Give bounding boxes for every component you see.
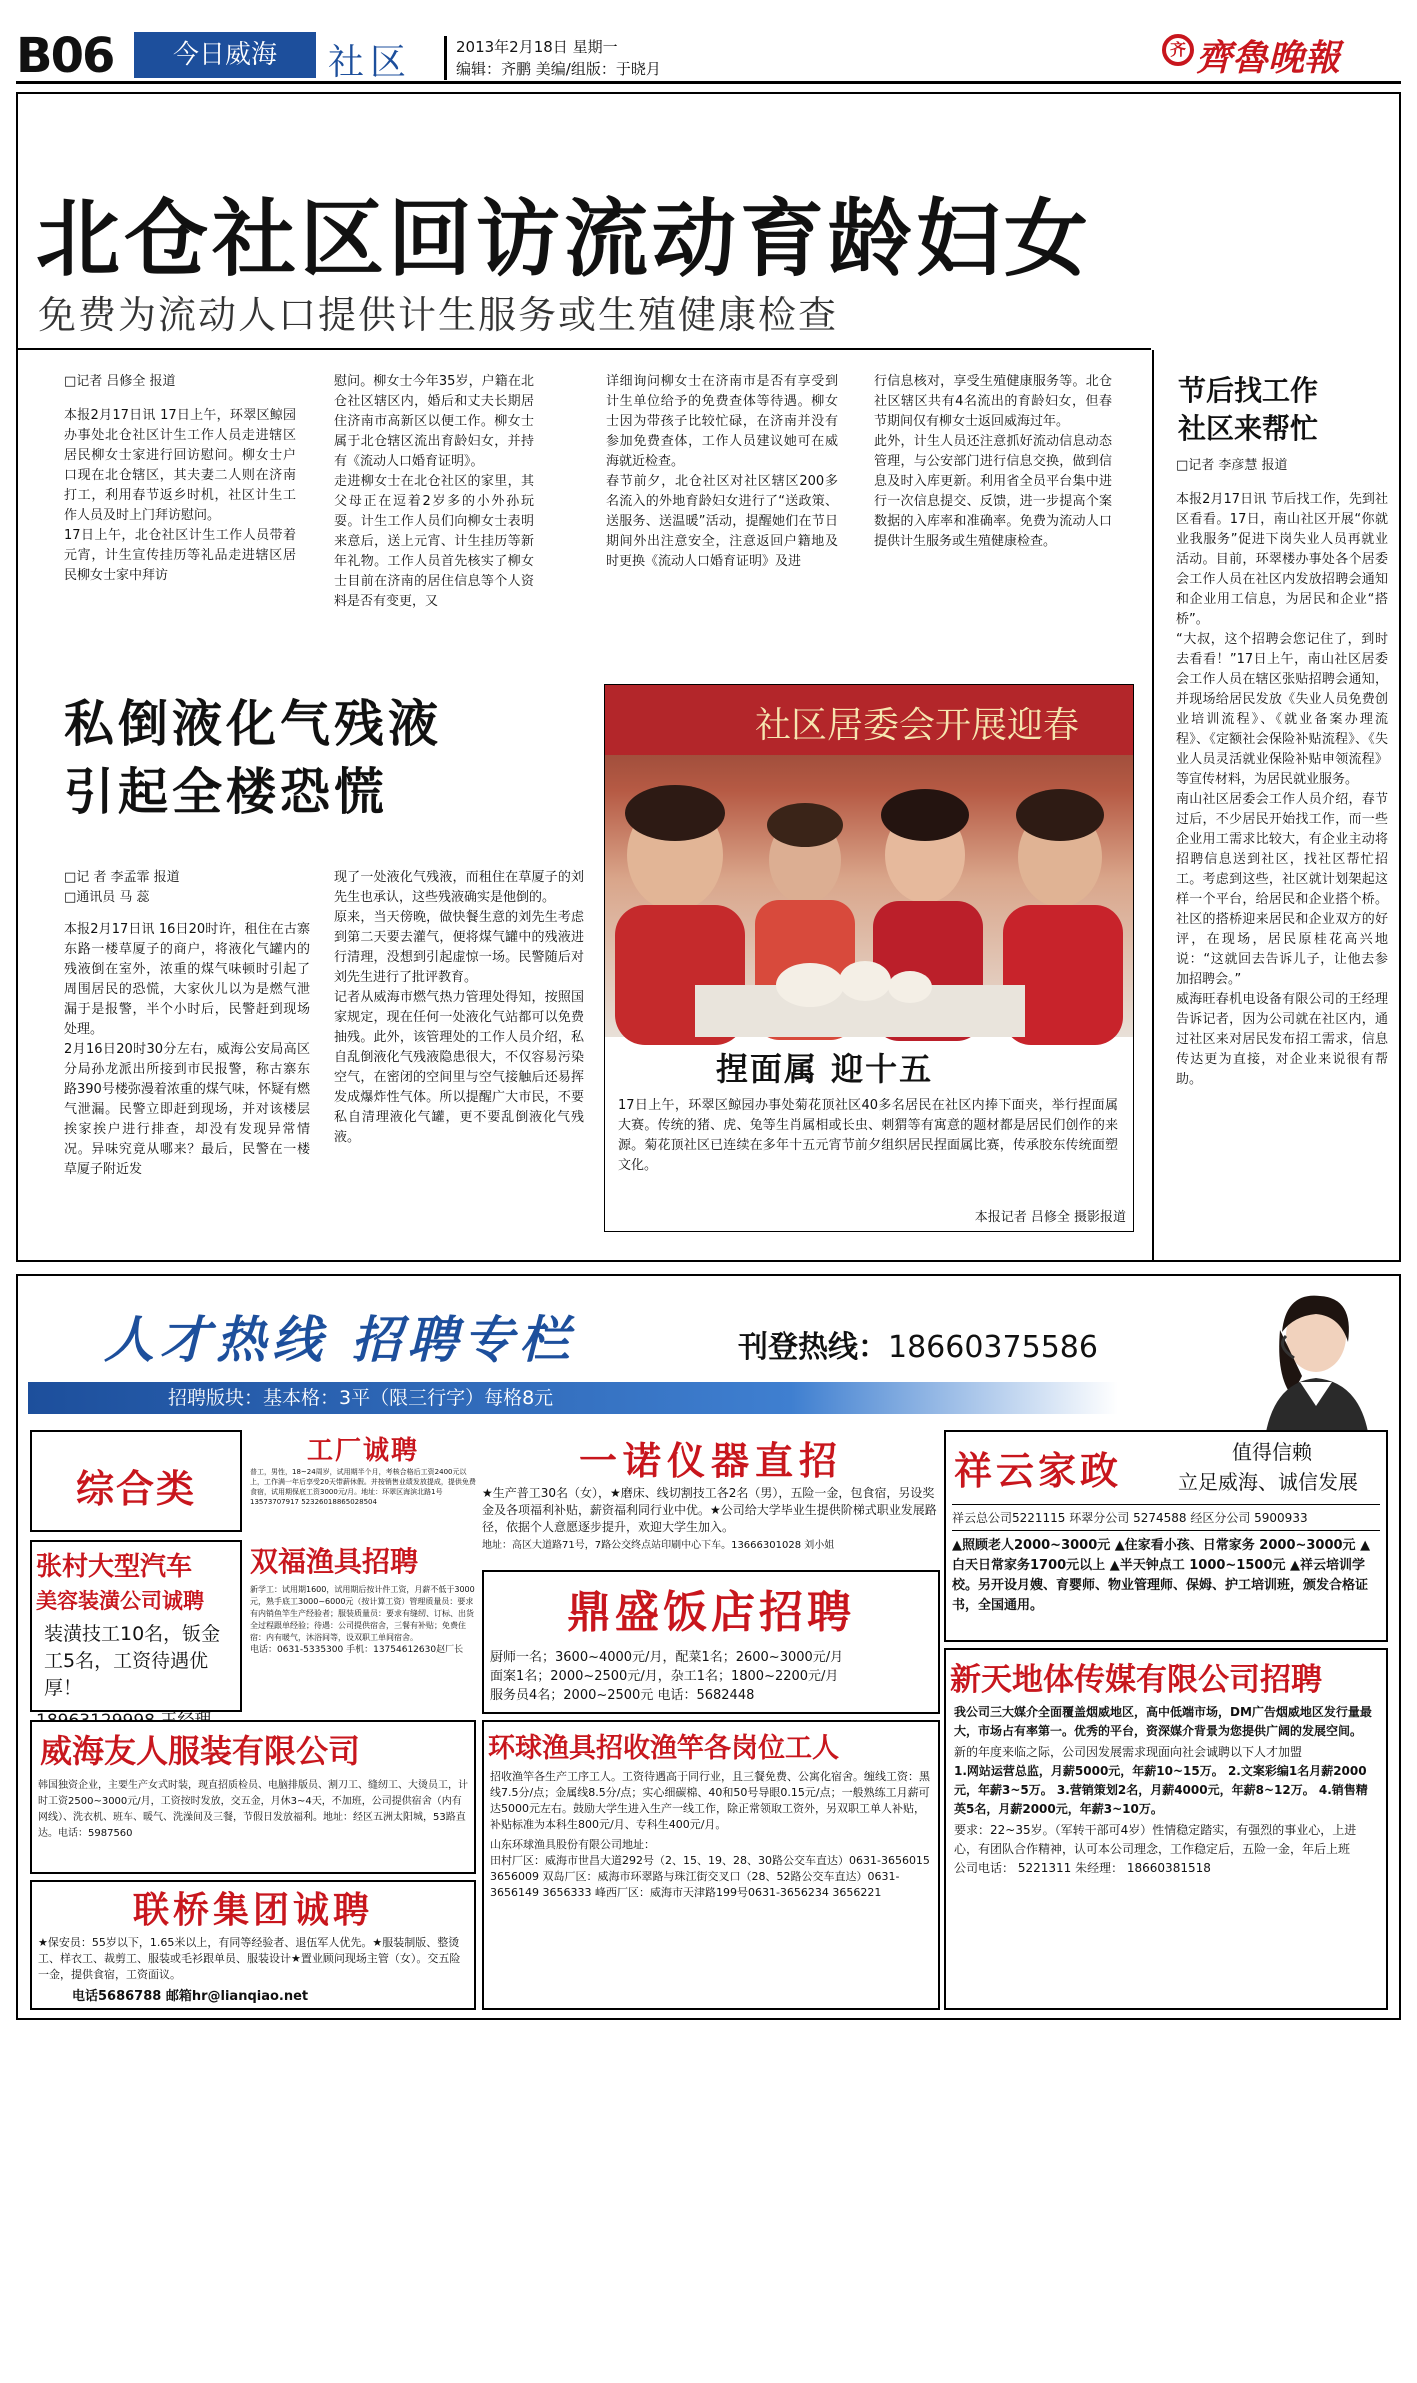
ad-yinuo-title: 一诺仪器直招 bbox=[578, 1439, 843, 1483]
dough-figure-2 bbox=[839, 961, 891, 1001]
ad-youren-title: 威海友人服装有限公司 bbox=[40, 1732, 361, 1770]
masthead-logo-icon: 齐 bbox=[1162, 34, 1194, 66]
ad-xintiandi-title: 新天地体传媒有限公司招聘 bbox=[950, 1662, 1322, 1698]
story1-byline: □记者 吕修全 报道 bbox=[64, 374, 176, 389]
photo-illustration bbox=[605, 685, 1133, 1037]
ad-yinuo-address: 地址：高区大道路71号，7路公交终点站印刷中心下车。13666301028 刘小姐 bbox=[482, 1540, 835, 1551]
story3-headline bbox=[1178, 372, 1318, 448]
photo-caption-title: 捏面属 迎十五 bbox=[716, 1050, 934, 1088]
ad-dingsheng-line1: 厨师一名；3600~4000元/月，配菜1名；2600~3000元/月 bbox=[490, 1650, 844, 1665]
ad-huanqiu-title: 环球渔具招收渔竿各岗位工人 bbox=[488, 1733, 839, 1764]
ad-youren bbox=[30, 1720, 476, 1874]
story3-text: 本报2月17日讯 节后找工作，先到社区看看。17日，南山社区开展“你就业我服务”促进下岗失业人员再就业活动。目前，环翠楼办事处各个居委会工作人员在社区内发放招聘会通知和企业用工信息，为居民和企业“搭桥”。 “大叔，这个招聘会您记住了，到时去看看！”17日上午，南山社区居委会工作人员在辖区张贴招聘会通知，并现场给居民发放《失业人员免费创业培训流程》、《就业备案办理流程》、《定额社会保险补贴流程》、《失业人员灵活就业保险补贴申领流程》等宣传材料，为居民就业服务。 南山社区居委会工作人员介绍，春节过后，不少居民开始找工作，而一些企业用工需求比较大，有企业主动将招聘信息送到社区，找社区帮忙招工。考虑到这些，社区就计划架起这样一个平台，给居民和企业搭个桥。社区的搭桥迎来居民和企业双方的好评，在现场，居民原桂花高兴地说：“这就回去告诉儿子，让他去参加招聘会。” 威海旺春机电设备有限公司的王经理告诉记者，因为公司就在社区内，通过社区来对居民发布招工需求，信息传达更为直接，对企业来说很有帮助。 bbox=[1176, 492, 1388, 1087]
story2-headline-line2: 引起全楼恐慌 bbox=[64, 763, 388, 821]
person-4-hair bbox=[1016, 789, 1104, 841]
ad-gongchang bbox=[250, 1430, 476, 1532]
ad-shuangfu bbox=[250, 1540, 476, 1712]
ads-hotline bbox=[738, 1322, 1098, 1366]
ads-rate-bar: 招聘版块：基本格：3平（限三行字）每格8元 bbox=[28, 1382, 1118, 1414]
ad-dingsheng-line2: 面案1名；2000~2500元/月，杂工1名；1800~2200元/月 bbox=[490, 1669, 839, 1684]
story1-text4: 行信息核对，享受生殖健康服务等。北仓社区辖区共有4名流出的育龄妇女，但春节期间仅有柳女士返回威海过年。 此外，计生人员还注意抓好流动信息动态管理，与公安部门进行信息交换，做到信息及时入库更新。利用省全员平台集中进行一次信息提交、反馈，进一步提高个案数据的入库率和准确率。免费为流动人口提供计生服务或生殖健康检查。 bbox=[874, 374, 1112, 549]
ad-lianqiao bbox=[30, 1880, 476, 2010]
person-2-hair bbox=[767, 803, 843, 847]
ads-title: 人才热线 招聘专栏 bbox=[104, 1311, 576, 1369]
ad-huanqiu-addresses: 田村厂区：威海市世昌大道292号（2、15、19、28、30路公交车直达）0631-3656015 3656009 双岛厂区：威海市环翠路与珠江街交叉口（28、52路公交车直达）0631-3656149 3656333 峰西厂区：威海市天津路199号0631-3656234 3656221 bbox=[490, 1854, 930, 1899]
ad-lianqiao-contact: 电话5686788 邮箱hr@lianqiao.net bbox=[72, 1989, 309, 2004]
story1-text1: 本报2月17日讯 17日上午，环翠区鲸园办事处北仓社区计生工作人员走进辖区居民柳女士家进行回访慰问。柳女士户口现在北仓辖区，其夫妻二人则在济南打工，利用春节返乡时机，社区计生工作人员及时上门拜访慰问。 17日上午，北仓社区计生工作人员带着元宵，计生宣传挂历等礼品走进辖区居民柳女士家中拜访 bbox=[64, 408, 296, 583]
person-1-hair bbox=[625, 785, 725, 841]
ad-shuangfu-title: 双福渔具招聘 bbox=[250, 1545, 419, 1578]
ad-gongchang-text: 普工，男性，18~24周岁，试用期半个月，考核合格后工资2400元以上，工作满一年后享受20天带薪休假。并按销售业绩发放提成，提供免费食宿，试用期保底工资3000元/月。地址：环翠区海滨北路1号13573707917 52326018865028504 bbox=[250, 1468, 476, 1506]
story2-text2: 现了一处液化气残液，而租住在草厦子的刘先生也承认，这些残液确实是他倒的。 原来，当天傍晚，做快餐生意的刘先生考虑到第二天要去灌气，便将煤气罐中的残液进行清理，没想到引起虚惊一场。民警随后对刘先生进行了批评教育。 记者从威海市燃气热力管理处得知，按照国家规定，现在任何一处液化气站都可以免费抽残。此外，该管理处的工作人员介绍，私自乱倒液化气残液隐患很大，不仅容易污染空气，在密闭的空间里与空气接触后还易挥发成爆炸性气体。所以提醒广大市民，不要私自清理液化气罐，更不要乱倒液化气残液。 bbox=[334, 870, 584, 1145]
story3-headline-line1: 节后找工作 bbox=[1178, 374, 1319, 407]
dateline bbox=[456, 36, 661, 80]
ads-hotline-number: 18660375586 bbox=[888, 1330, 1098, 1365]
ad-xiangyun bbox=[944, 1430, 1388, 1642]
ads-hotline-label: 刊登热线： bbox=[738, 1330, 888, 1365]
ad-zhangcun bbox=[30, 1540, 242, 1712]
ad-dingsheng-title: 鼎盛饭店招聘 bbox=[567, 1587, 855, 1638]
ad-zhangcun-title1: 张村大型汽车 bbox=[36, 1552, 193, 1582]
ad-shuangfu-text: 新学工：试用期1600，试用期后按计件工资，月薪不低于3000元，熟手底工3000~6000元（按计算工资）管理质量员：要求有内销鱼竿生产经验者；服装质量员：要求有缝纫、订标、出货全过程跟单经验；待遇：公司提供宿舍，三餐有补贴；免费住宿：内有暖气，沐浴间等，设双职工单间宿舍。 bbox=[250, 1585, 475, 1642]
ad-huanqiu-company: 山东环球渔具股份有限公司地址： bbox=[490, 1838, 655, 1851]
ad-lianqiao-text: ★保安员：55岁以下，1.65米以上，有同等经验者、退伍军人优先。★服装制版、整烫工、样衣工、裁剪工、服装或毛衫跟单员、服装设计★置业顾问现场主管（女）。交五险一金，提供食宿，工资面议。 bbox=[38, 1936, 461, 1981]
story1-subhead: 免费为流动人口提供计生服务或生殖健康检查 bbox=[38, 293, 839, 337]
ad-xintiandi bbox=[944, 1648, 1388, 2010]
dough-figure-1 bbox=[776, 963, 844, 1007]
ad-xiangyun-slogan1: 值得信赖 bbox=[1232, 1440, 1312, 1464]
ad-xiangyun-branches: 祥云总公司5221115 环翠分公司 5274588 经区分公司 5900933 bbox=[952, 1504, 1380, 1531]
ad-zhangcun-title2: 美容装潢公司诚聘 bbox=[36, 1589, 204, 1613]
story2-col2 bbox=[334, 868, 584, 1246]
section-tag: 今日威海 bbox=[134, 32, 316, 78]
ad-xiangyun-text: ▲照顾老人2000~3000元 ▲住家看小孩、日常家务 2000~3000元 ▲白天日常家务1700元以上 ▲半天钟点工 1000~1500元 ▲祥云培训学校。另开设月嫂、育婴师、物业管理师、保姆、护工培训班，颁发合格证书，全国通用。 bbox=[952, 1538, 1371, 1613]
story2-text1: 本报2月17日讯 16日20时许，租住在古寨东路一楼草厦子的商户，将液化气罐内的残液倒在室外，浓重的煤气味顿时引起了周围居民的恐慌，大家伙儿以为是燃气泄漏于是报警，半个小时后，民警赶到现场处理。 2月16日20时30分左右，威海公安局高区分局孙龙派出所接到市民报警，称古寨东路390号楼弥漫着浓重的煤气味，怀疑有燃气泄漏。民警立即赶到现场，并对该楼层挨家挨户进行排查，却没有发现异常情况。异味究竟从哪来？最后，民警在一楼草厦子附近发 bbox=[64, 922, 310, 1177]
photo-banner-text: 社区居委会开展迎春 bbox=[755, 705, 1080, 746]
masthead: 齊魯晚報 bbox=[1196, 37, 1341, 79]
story2-headline bbox=[64, 690, 442, 826]
page-header bbox=[16, 22, 1401, 84]
photo-credit-box bbox=[866, 1208, 1126, 1230]
ad-zhangcun-text: 装潢技工10名，钣金工5名，工资待遇优厚！ bbox=[44, 1623, 221, 1699]
ad-xintiandi-text: 新的年度来临之际，公司因发展需求现面向社会诚聘以下人才加盟 bbox=[954, 1745, 1303, 1759]
issue-date: 2013年2月18日 星期一 bbox=[456, 38, 618, 56]
photo-caption-box bbox=[618, 1096, 1118, 1206]
story2-byline1: □记 者 李孟霏 报道 bbox=[64, 870, 180, 885]
page-number: B06 bbox=[16, 28, 114, 84]
category-title: 综合类 bbox=[75, 1467, 196, 1511]
person-3-hair bbox=[881, 789, 969, 841]
ad-huanqiu-text: 招收渔竿各生产工序工人。工资待遇高于同行业，且三餐免费、公寓化宿舍。缠线工资：黑线7.5分/点；金属线8.5分/点；实心细碳棉、40和50号导眼0.15元/点；一般熟练工月薪可达5000元左右。鼓励大学生进入生产一线工作，除正常领取工资外，另双职工单人补贴，补贴标准为本科生800元/月、专科生400元/月。 bbox=[490, 1770, 930, 1831]
story2-headline-line1: 私倒液化气残液 bbox=[64, 695, 442, 753]
story1-text2: 慰问。柳女士今年35岁，户籍在北仓社区辖区内，婚后和丈夫长期居住济南市高新区以便工作。柳女士属于北仓辖区流出育龄妇女，并持有《流动人口婚育证明》。 走进柳女士在北仓社区的家里，其父母正在逗着2岁多的小外孙玩耍。计生工作人员们向柳女士表明来意后，送上元宵、计生挂历等新年礼物。工作人员首先核实了柳女士目前在济南的居住信息等个人资料是否有变更，又 bbox=[334, 374, 534, 609]
ad-xintiandi-jobs: 1.网站运营总监，月薪5000元，年薪10~15万。 2.文案彩编1名月薪2000元，年薪3~5万。 3.营销策划2名，月薪4000元，年薪8~12万。 4.销售精英5名，月薪2000元，年薪3~10万。 bbox=[954, 1764, 1368, 1816]
ad-dingsheng-line3: 服务员4名；2000~2500元 电话：5682448 bbox=[490, 1688, 755, 1703]
photo-image bbox=[605, 685, 1133, 1037]
photo-caption: 17日上午，环翠区鲸园办事处菊花顶社区40多名居民在社区内捧下面夹，举行捏面属大赛。传统的猪、虎、兔等生肖属相或长虫、刺猬等有寓意的题材都是居民们创作的来源。菊花顶社区已连续在多年十五元宵节前夕组织居民捏面属比赛，传承胶东传统面塑文化。 bbox=[618, 1098, 1118, 1173]
story2-byline2: □通讯员 马 蕊 bbox=[64, 890, 150, 905]
ad-xintiandi-intro: 我公司三大媒介全面覆盖烟威地区，高中低端市场，DM广告烟威地区发行量最大，市场占有率第一。优秀的平台，资深媒介背景为您提供广阔的发展空间。 bbox=[954, 1705, 1372, 1738]
story1-col3 bbox=[606, 372, 838, 672]
story1-col1 bbox=[64, 372, 296, 672]
ad-dingsheng bbox=[482, 1570, 940, 1714]
ad-huanqiu bbox=[482, 1720, 940, 2010]
ad-shuangfu-phone: 电话：0631-5335300 手机：13754612630赵厂长 bbox=[250, 1645, 464, 1655]
ad-xintiandi-req: 要求：22~35岁。（军转干部可4岁）性情稳定踏实，有强烈的事业心，上进心，有团队合作精神，认可本公司理念，工作稳定后，五险一金，年后上班 bbox=[954, 1823, 1357, 1856]
photo-credit: 本报记者 吕修全 摄影报道 bbox=[974, 1210, 1126, 1225]
ad-xiangyun-title: 祥云家政 bbox=[954, 1449, 1123, 1493]
story1-col4 bbox=[874, 372, 1112, 672]
ad-yinuo-text: ★生产普工30名（女），★磨床、线切割技工各2名（男），五险一金，包食宿，另设奖金及各项福利补贴，薪资福利同行业中优。★公司给大学毕业生提供阶梯式职业发展路径，依据个人意愿逐步提升，欢迎大学生加入。 bbox=[482, 1486, 937, 1534]
story3-body bbox=[1176, 456, 1388, 1246]
ad-yinuo bbox=[482, 1430, 940, 1564]
story3-byline: □记者 李彦慧 报道 bbox=[1176, 458, 1288, 473]
ad-xintiandi-phone: 公司电话： 5221311 朱经理： 18660381518 bbox=[954, 1861, 1211, 1875]
story1-col2 bbox=[334, 372, 534, 672]
story1-headline: 北仓社区回访流动育龄妇女 bbox=[36, 190, 1093, 288]
ad-gongchang-title: 工厂诚聘 bbox=[306, 1436, 419, 1466]
story1-rule bbox=[16, 348, 1151, 350]
operator-illustration bbox=[1236, 1286, 1386, 1432]
ad-youren-text: 韩国独资企业，主要生产女式时装，现直招质检员、电脑排版员、割刀工、缝纫工、大烫员工，计时工资2500~3000元/月，工资按时发放，交五金，月休3~4天，不加班，公司提供宿舍（内有网线）、洗衣机、班车、暖气、洗澡间及三餐，节假日发放福利。地址：经区五洲太阳城，53路直达。电话：5987560 bbox=[38, 1780, 468, 1839]
story2-col1 bbox=[64, 868, 310, 1246]
editors: 编辑：齐鹏 美编/组版：于晓月 bbox=[456, 60, 661, 78]
story1-text3: 详细询问柳女士在济南市是否有享受到计生单位给予的免费查体等待遇。柳女士因为带孩子比较忙碌，在济南并没有参加免费查体，工作人员建议她可在威海就近检查。 春节前夕，北仓社区对社区辖区200多名流入的外地育龄妇女进行了“送政策、送服务、送温暖”活动，提醒她们在节日期间外出注意安全，注意返回户籍地及时更换《流动人口婚育证明》及进 bbox=[606, 374, 838, 569]
ad-lianqiao-title: 联桥集团诚聘 bbox=[132, 1890, 373, 1931]
headset-operator-icon bbox=[1236, 1286, 1386, 1432]
category-box bbox=[30, 1430, 242, 1532]
story3-headline-line2: 社区来帮忙 bbox=[1178, 412, 1319, 445]
column-name: 社区 bbox=[328, 42, 413, 83]
header-divider bbox=[444, 36, 447, 80]
dough-figure-3 bbox=[888, 971, 932, 1003]
ad-xiangyun-slogan2: 立足威海、诚信发展 bbox=[1178, 1470, 1358, 1494]
